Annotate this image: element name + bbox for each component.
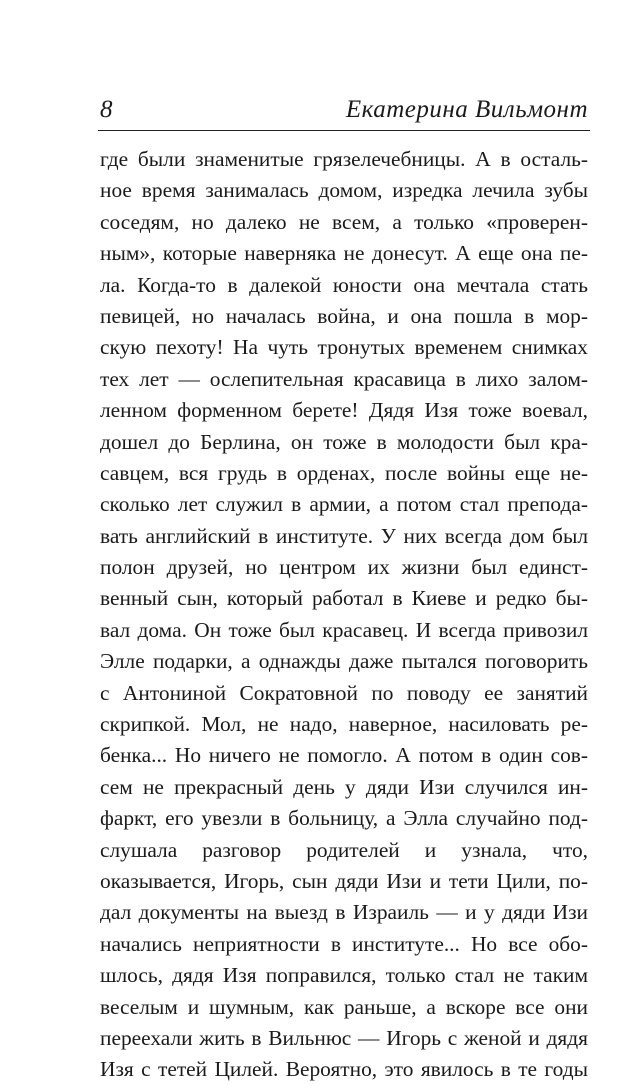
text-line: сколько лет служил в армии, а потом стал препода- (100, 492, 588, 517)
text-line: веселым и шумным, как раньше, а вскоре все они (100, 994, 588, 1019)
page-number: 8 (100, 96, 113, 123)
text-line: певицей, но началась война, и она пошла в мор- (100, 303, 588, 328)
text-line: скую пехоту! На чуть тронутых временем снимках (100, 335, 588, 360)
text-line: бенка... Но ничего не помогло. А потом в один сов- (100, 743, 588, 768)
text-line: с Антониной Сократовной по поводу ее занятий (100, 680, 588, 705)
header-rule (98, 130, 590, 131)
text-line: оказывается, Игорь, сын дяди Изи и тети Цили, по- (100, 868, 588, 893)
text-line: полон друзей, но центром их жизни был единст- (100, 555, 588, 580)
text-line: дошел до Берлина, он тоже в молодости был кра- (100, 429, 588, 454)
text-line: Изя с тетей Цилей. Вероятно, это явилось в те годы (100, 1057, 588, 1082)
running-title: Екатерина Вильмонт (345, 96, 588, 123)
text-line: венный сын, который работал в Киеве и редко бы- (100, 586, 588, 611)
text-line: фаркт, его увезли в больницу, а Элла случайно под- (100, 806, 588, 831)
text-line: вать английский в институте. У них всегда дом был (100, 523, 588, 548)
text-line: ла. Когда-то в далекой юности она мечтала стать (100, 272, 588, 297)
body-text (100, 144, 588, 1086)
text-line: савцем, вся грудь в орденах, после войны еще не- (100, 460, 588, 485)
text-line: слушала разговор родителей и узнала, что, (100, 837, 588, 862)
text-line: тех лет — ослепительная красавица в лихо залом- (100, 366, 588, 391)
running-head (100, 94, 588, 126)
text-line: ленном форменном берете! Дядя Изя тоже воевал, (100, 398, 588, 423)
text-line: сем не прекрасный день у дяди Изи случился ин- (100, 774, 588, 799)
text-line: начались неприятности в институте... Но все обо- (100, 931, 588, 956)
text-line: переехали жить в Вильнюс — Игорь с женой и дядя (100, 1025, 588, 1050)
text-line: Элле подарки, а однажды даже пытался поговорить (100, 649, 588, 674)
text-line: ное время занималась домом, изредка лечила зубы (100, 178, 588, 203)
text-line: где были знаменитые грязелечебницы. А в осталь- (100, 147, 588, 171)
text-line: скрипкой. Мол, не надо, наверное, насиловать ре- (100, 712, 588, 737)
text-line: ным», которые наверняка не донесут. А еще она пе- (100, 241, 588, 266)
text-line: шлось, дядя Изя поправился, только стал не таким (100, 963, 588, 988)
text-line: дал документы на выезд в Израиль — и у дяди Изи (100, 900, 588, 925)
text-line: соседям, но далеко не всем, а только «проверен- (100, 209, 588, 234)
text-line: вал дома. Он тоже был красавец. И всегда привозил (100, 617, 588, 642)
